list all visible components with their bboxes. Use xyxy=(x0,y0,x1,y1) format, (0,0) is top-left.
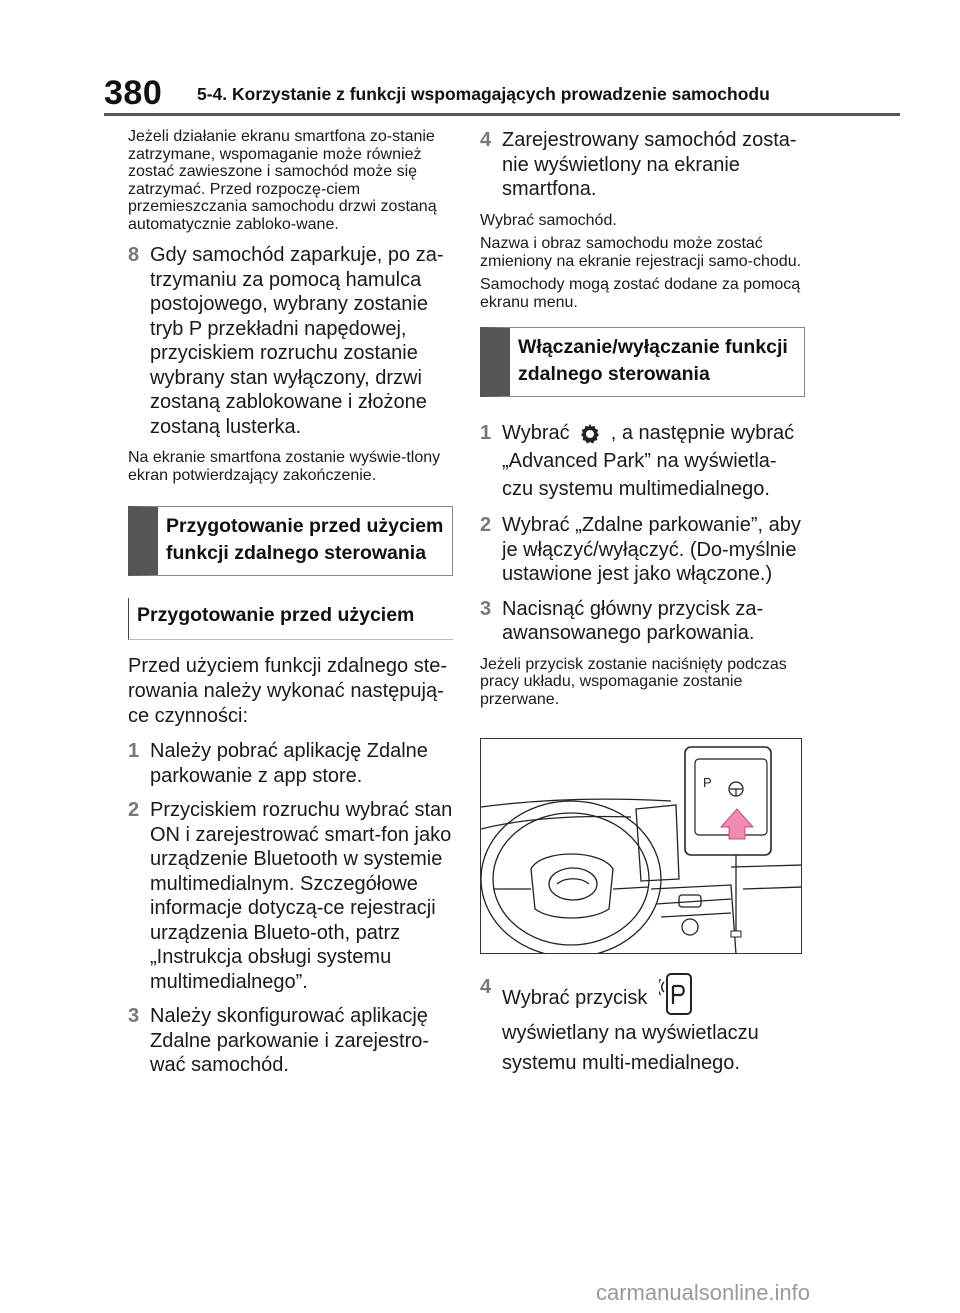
page-header xyxy=(0,0,960,120)
step-3-note: Jeżeli przycisk zostanie naciśnięty podczas pracy układu, wspomaganie zostanie przerwane. xyxy=(480,655,787,708)
step-text-after: wyświetlany na wyświetlaczu systemu multi-medialnego. xyxy=(502,1022,759,1074)
toggle-step-2 xyxy=(480,513,805,587)
step-text: Należy pobrać aplikację Zdalne parkowanie z app store. xyxy=(150,740,428,787)
step-text: Nacisnąć główny przycisk za-awansowanego parkowania. xyxy=(502,597,764,644)
step-text: Gdy samochód zaparkuje, po za-trzymaniu za pomocą hamulca postojowego, wybrany zostanie tryb P przekładni napędowej, przyciskiem rozruchu zostanie wybrany stan wyłączony, drzwi zostaną zablokowane i złożone zostaną lusterka. xyxy=(150,244,444,438)
dashboard-illustration xyxy=(480,738,802,954)
step-number: 3 xyxy=(128,1005,140,1027)
step-text-after: , a następnie wybrać „Advanced Park” na wyświetla-czu systemu multimedialnego. xyxy=(502,422,795,500)
note-add-car: Samochody mogą zostać dodane za pomocą ekranu menu. xyxy=(480,276,801,311)
step-number: 1 xyxy=(480,422,492,444)
dashboard-drawing xyxy=(481,739,802,954)
right-column xyxy=(480,128,805,718)
header-divider xyxy=(104,113,900,116)
step-8-note: Na ekranie smartfona zostanie wyświe-tlony ekran potwierdzający zakończenie. xyxy=(128,449,441,484)
figure-button-letter: P xyxy=(703,775,712,790)
toggle-step-4 xyxy=(480,972,805,1078)
prep-step-3 xyxy=(128,1004,453,1078)
step-text-before: Wybrać xyxy=(502,422,570,444)
step-text: Należy skonfigurować aplikację Zdalne parkowanie i zarejestro-wać samochód. xyxy=(150,1005,430,1076)
note-rename-car: Nazwa i obraz samochodu może zostać zmieniony na ekranie rejestracji samo-chodu. xyxy=(480,235,802,270)
subsection-heading: Przygotowanie przed użyciem xyxy=(128,598,453,640)
step-number: 3 xyxy=(480,597,492,620)
step-number: 2 xyxy=(480,514,492,536)
right-column-lower xyxy=(480,972,805,1088)
step-text: Zarejestrowany samochód zosta-nie wyświetlony na ekranie smartfona. xyxy=(502,129,797,200)
note-select-car: Wybrać samochód. xyxy=(480,211,617,229)
section-heading-preparation: Przygotowanie przed użyciem funkcji zdalnego sterowania xyxy=(128,506,453,576)
step-number: 1 xyxy=(128,740,140,762)
watermark: carmanualsonline.info xyxy=(596,1280,811,1305)
toggle-step-1 xyxy=(480,419,805,503)
step-text-before: Wybrać przycisk xyxy=(502,987,648,1009)
body-text: Przed użyciem funkcji zdalnego ste-rowania należy wykonać następują-ce czynności: xyxy=(128,655,448,727)
step-text: Wybrać „Zdalne parkowanie”, aby je włączyć/wyłączyć. (Do-myślnie ustawione jest jako włączone.) xyxy=(502,514,801,585)
register-step-4 xyxy=(480,128,805,202)
parking-remote-button-icon xyxy=(659,972,693,1018)
step-number: 8 xyxy=(128,244,140,266)
step-8 xyxy=(128,243,453,439)
prep-step-2 xyxy=(128,798,453,994)
intro-note: Jeżeli działanie ekranu smartfona zo-stanie zatrzymane, wspomaganie może również zostać zawieszone i samochód może się zatrzymać. Przed rozpoczę-ciem przemieszczania samochodu drzwi zostaną automatycznie zabloko-wane. xyxy=(128,128,437,233)
prep-step-1 xyxy=(128,739,453,788)
gear-icon xyxy=(578,422,602,446)
step-number: 2 xyxy=(128,799,140,821)
step-text: Przyciskiem rozruchu wybrać stan ON i zarejestrować smart-fon jako urządzenie Bluetooth w systemie multimedialnym. Szczegółowe informacje dotyczą-ce rejestracji urządzenia Blueto-oth, patrz „Instrukcja obsługi systemu multimedialnego”. xyxy=(150,799,453,993)
toggle-step-3 xyxy=(480,597,805,646)
step-number: 4 xyxy=(480,976,492,998)
left-column xyxy=(128,128,453,1088)
chapter-title: 5-4. Korzystanie z funkcji wspomagających prowadzenie samochodu xyxy=(197,84,770,104)
step-number: 4 xyxy=(480,129,492,151)
page-number: 380 xyxy=(104,74,163,112)
section-heading-toggle: Włączanie/wyłączanie funkcji zdalnego sterowania xyxy=(480,327,805,397)
